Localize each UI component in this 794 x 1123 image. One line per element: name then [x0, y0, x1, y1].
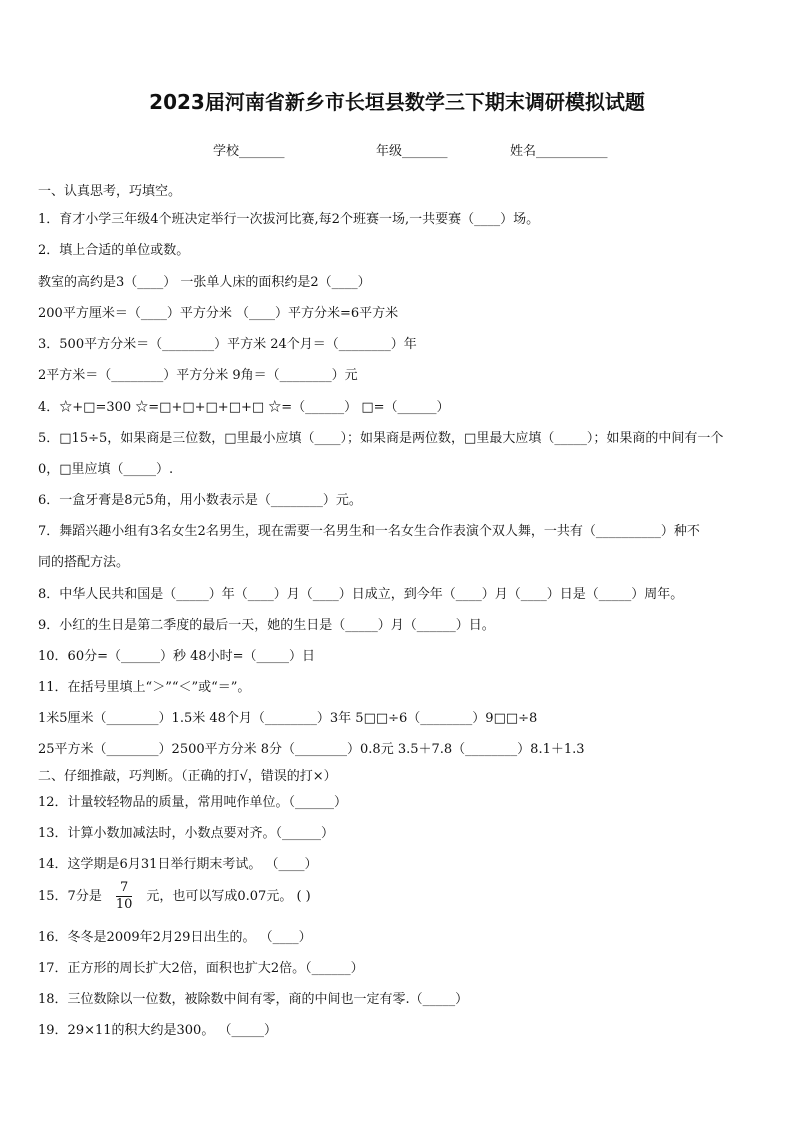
question-5-line-1: 5．□15÷5，如果商是三位数，□里最小应填（____）；如果商是两位数，□里最大应填（_____）；如果商的中间有一个 [38, 431, 724, 446]
question-8: 8．中华人民共和国是（_____）年（____）月（____）日成立，到今年（____）月（____）日是（_____）周年。 [38, 587, 684, 602]
question-12: 12．计量较轻物品的质量，常用吨作单位。（______） [38, 795, 348, 810]
question-4: 4．☆+□=300 ☆=□+□+□+□+□ ☆=（______） □=（______） [38, 400, 450, 415]
question-2-row-2: 200平方厘米＝（____）平方分米 （____）平方分米=6平方米 [38, 306, 399, 321]
question-15-suffix: 元，也可以写成0.07元。 ( ) [146, 889, 311, 904]
question-14: 14．这学期是6月31日举行期末考试。 （____） [38, 857, 318, 872]
question-11-row-1: 1米5厘米（________）1.5米 48个月（________）3年 5□□÷6（________）9□□÷8 [38, 711, 538, 726]
question-7-line-1: 7．舞蹈兴趣小组有3名女生2名男生，现在需要一名男生和一名女生合作表演个双人舞，一共有（__________）种不 [38, 524, 700, 539]
fraction [116, 880, 133, 913]
question-15 [38, 880, 311, 913]
section-1-heading: 一、认真思考，巧填空。 [38, 184, 182, 199]
question-11: 11．在括号里填上“＞”“＜”或“＝”。 [38, 680, 251, 695]
fraction-denominator: 10 [115, 897, 133, 912]
question-9: 9．小红的生日是第二季度的最后一天，她的生日是（_____）月（______）日。 [38, 618, 495, 633]
question-5-line-2: 0，□里应填（_____）. [38, 462, 174, 477]
name-field[interactable]: 姓名___________ [510, 144, 608, 159]
question-2-row-1: 教室的高约是3（____） 一张单人床的面积约是2（____） [38, 275, 371, 290]
question-6: 6．一盒牙膏是8元5角，用小数表示是（________）元。 [38, 493, 362, 508]
question-1: 1．育才小学三年级4个班决定举行一次拔河比赛,每2个班赛一场,一共要赛（____）场。 [38, 212, 540, 227]
question-3-row-1: 3．500平方分米＝（________）平方米 24个月＝（________）年 [38, 337, 417, 352]
school-field[interactable]: 学校_______ [213, 144, 285, 159]
question-10: 10．60分=（______）秒 48小时=（_____）日 [38, 649, 316, 664]
question-19: 19．29×11的积大约是300。 （_____） [38, 1023, 277, 1038]
question-13: 13．计算小数加减法时，小数点要对齐。（______） [38, 826, 335, 841]
grade-field[interactable]: 年级_______ [376, 144, 448, 159]
question-3-row-2: 2平方米＝（________）平方分米 9角＝（________）元 [38, 368, 358, 383]
page-title: 2023届河南省新乡市长垣县数学三下期末调研模拟试题 [149, 90, 645, 114]
section-2-heading: 二、仔细推敲，巧判断。（正确的打√，错误的打×） [38, 769, 337, 784]
question-2: 2．填上合适的单位或数。 [38, 243, 190, 258]
question-17: 17．正方形的周长扩大2倍，面积也扩大2倍。（______） [38, 961, 364, 976]
fraction-numerator: 7 [116, 880, 132, 897]
question-15-prefix: 15．7分是 [38, 889, 102, 904]
question-11-row-2: 25平方米（________）2500平方分米 8分（________）0.8元 3.5＋7.8（________）8.1＋1.3 [38, 742, 585, 757]
question-16: 16．冬冬是2009年2月29日出生的。 （____） [38, 930, 312, 945]
question-7-line-2: 同的搭配方法。 [38, 555, 130, 570]
question-18: 18．三位数除以一位数，被除数中间有零，商的中间也一定有零.（_____） [38, 992, 469, 1007]
